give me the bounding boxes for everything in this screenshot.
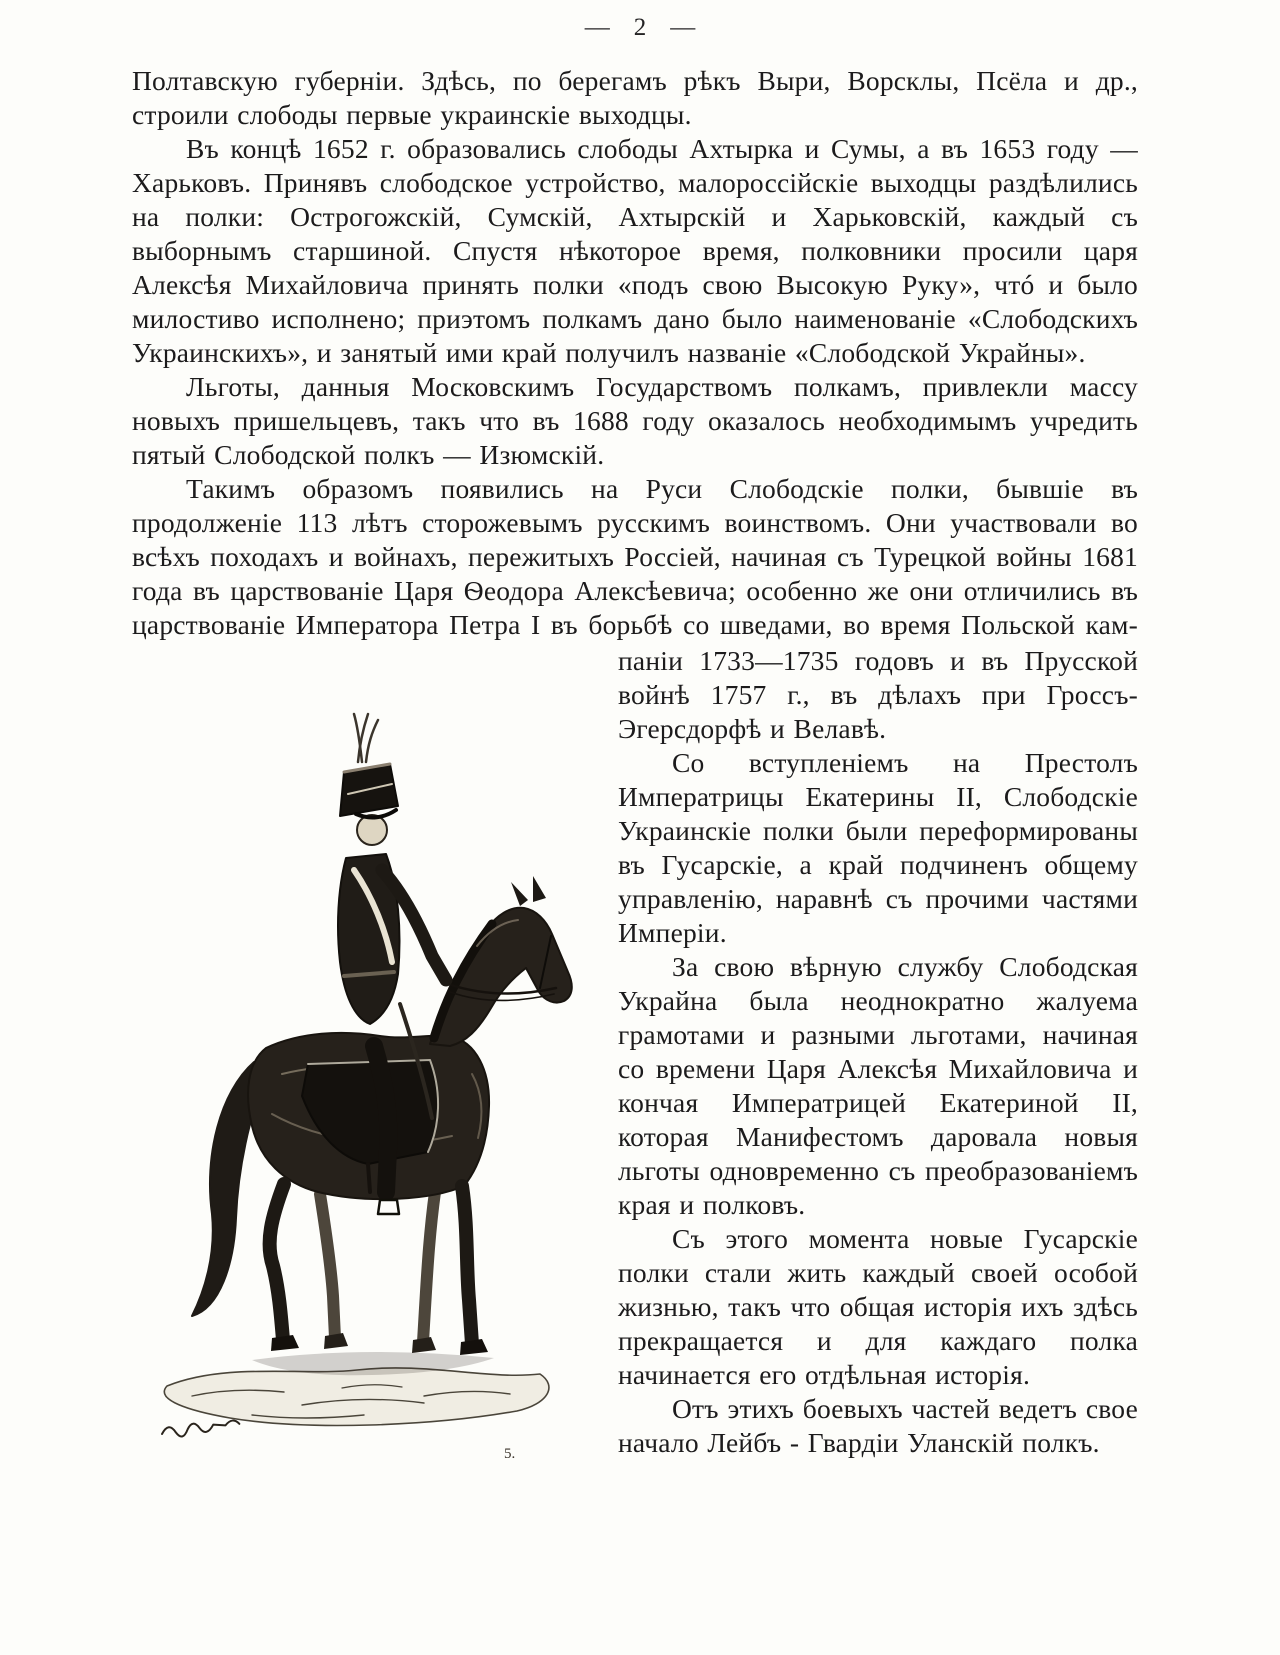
header-dash-left: —	[584, 14, 610, 41]
paragraph: Такимъ образомъ появились на Руси Слободскіе полки, бывшіе въ продолженіе 113 лѣтъ сторожевымъ русскимъ воинствомъ. Они участвовали во всѣхъ походахъ и войнахъ, пережитыхъ Россіей, начиная съ Турецкой войны 1681 года въ царствованіе Царя Ѳеодора Алексѣевича; особенно же они отличились въ царствованіе Императора Петра I въ борьбѣ со шведами, во время Польской кам-	[132, 473, 1138, 640]
ground-sketch	[164, 1352, 549, 1426]
paragraph-continuation: паніи 1733—1735 годовъ и въ Прусской войнѣ 1757 г., въ дѣлахъ при Гроссъ-Эгерсдорфѣ и Велавѣ.	[618, 645, 1138, 744]
horseman-illustration	[132, 644, 590, 1482]
wrapped-text-column	[590, 644, 1138, 1460]
lancer-on-horse-drawing	[132, 644, 590, 1482]
header-dash-right: —	[670, 14, 696, 41]
figure-and-text-row	[132, 644, 1138, 1482]
text-block	[132, 64, 1138, 1482]
paragraph: Отъ этихъ боевыхъ частей ведетъ свое начало Лейбъ - Гвардіи Уланскій полкъ.	[618, 1393, 1138, 1458]
page-header	[0, 14, 1280, 42]
artist-signature	[161, 1419, 240, 1439]
paragraph: Въ концѣ 1652 г. образовались слободы Ахтырка и Сумы, а въ 1653 году — Харьковъ. Принявъ слободское устройство, малороссійскіе выходцы раздѣлились на полки: Острогожскій, Сумскій, Ахтырскій и Харьковскій, каждый съ выборнымъ старшиной. Спустя нѣкоторое время, полковники просили царя Алексѣя Михайловича принять полки «подъ свою Высокую Руку», чтó и было милостиво исполнено; приэтомъ полкамъ дано было наименованіе «Слободскихъ Украинскихъ», и занятый ими край получилъ названіе «Слободской Украйны».	[132, 133, 1138, 368]
paragraph: За свою вѣрную службу Слободская Украйна была неоднократно жалуема грамотами и разными льготами, начиная со времени Царя Алексѣя Михайловича и кончая Императрицей Екатериной II, которая Манифестомъ даровала новыя льготы одновременно съ преобразованіемъ края и полковъ.	[618, 951, 1138, 1220]
paragraph: Съ этого момента новые Гусарскіе полки стали жить каждый своей особой жизнью, такъ что общая исторія ихъ здѣсь прекращается и для каждаго полка начинается его отдѣльная исторія.	[618, 1223, 1138, 1390]
page-number: 2	[633, 14, 647, 41]
plate-mark: 5.	[504, 1446, 516, 1462]
paragraph: Со вступленіемъ на Престолъ Императрицы Екатерины II, Слободскіе Украинскіе полки были переформированы въ Гусарскіе, а край подчиненъ общему управленію, наравнѣ съ прочими частями Имперіи.	[618, 747, 1138, 948]
paragraph: Льготы, данныя Московскимъ Государствомъ полкамъ, привлекли массу новыхъ пришельцевъ, такъ что въ 1688 году оказалось необходимымъ учредить пятый Слободской полкъ — Изюмскій.	[132, 371, 1138, 470]
paragraph: Полтавскую губерніи. Здѣсь, по берегамъ рѣкъ Выри, Ворсклы, Псёла и др., строили слободы первые украинскіе выходцы.	[132, 65, 1138, 130]
